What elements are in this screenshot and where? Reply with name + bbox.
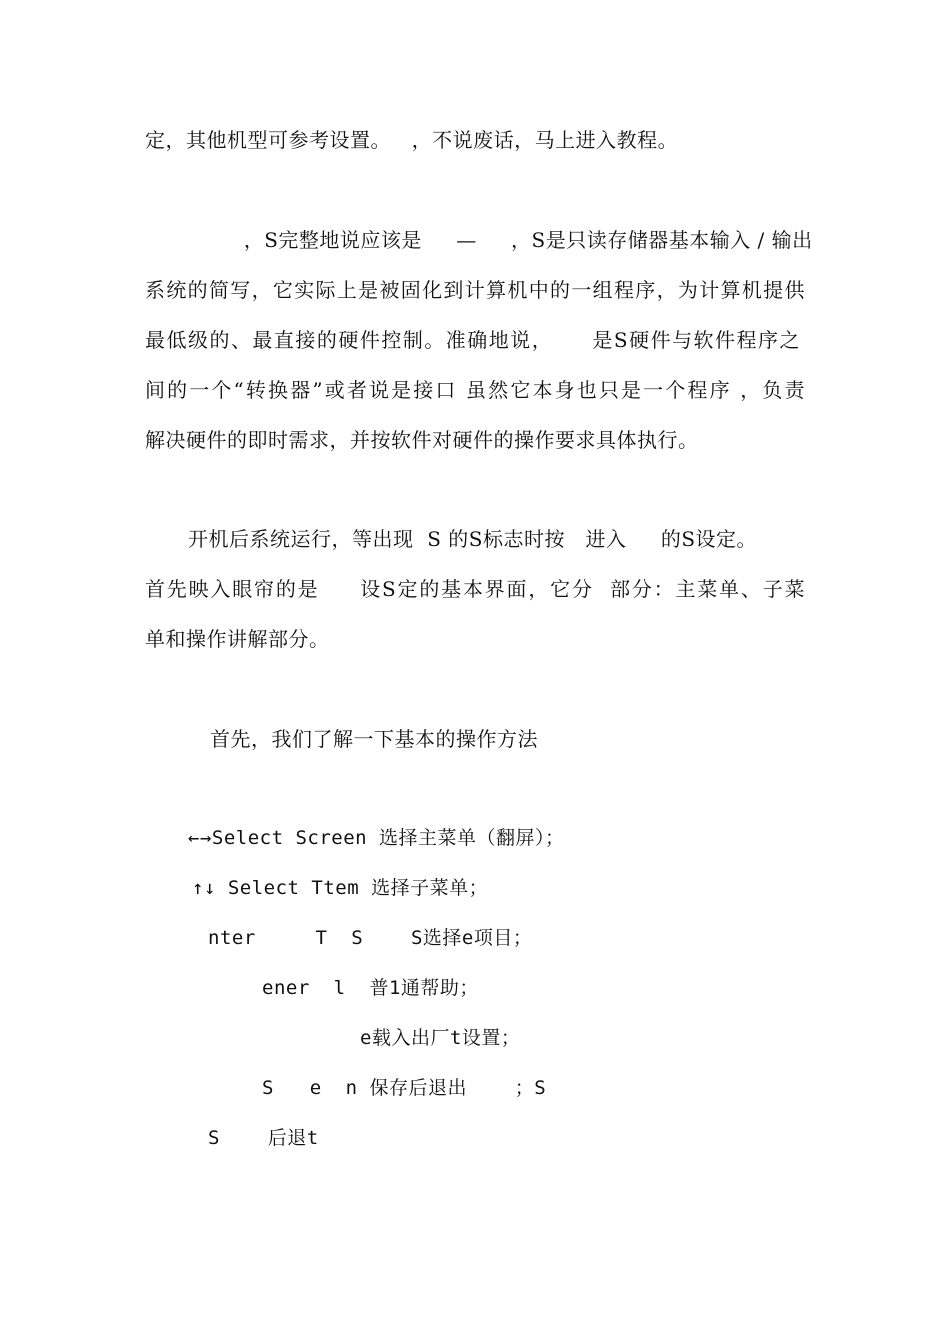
paragraph-line: 解决硬件的即时需求，并按软件对硬件的操作要求具体执行。 [145, 428, 699, 452]
paragraph-line: ，S完整地说应该是 — ，S是只读存储器基本输入 / 输出 [230, 228, 813, 252]
operation-line: ←→Select Screen 选择主菜单（翻屏）； [188, 827, 565, 849]
paragraph-line: 系统的简写，它实际上是被固化到计算机中的一组程序，为计算机提供 [145, 278, 805, 302]
paragraph-line: 定，其他机型可参考设置。 ，不说废话，马上进入教程。 [145, 128, 679, 152]
operation-line: nter T S S选择e项目； [208, 927, 533, 949]
operation-line: e载入出厂t设置； [360, 1027, 521, 1049]
operation-line: S e n 保存后退出 ；S [262, 1077, 547, 1099]
paragraph-line: 单和操作讲解部分。 [145, 627, 330, 651]
paragraph-line: 间的一个“转换器”或者说是接口 虽然它本身也只是一个程序 ，负责 [145, 378, 805, 402]
operation-line: ener l 普1通帮助； [262, 977, 479, 999]
section-heading: 首先，我们了解一下基本的操作方法 [210, 727, 538, 751]
paragraph-line: 首先映入眼帘的是 设S定的基本界面，它分 部分：主菜单、子菜 [145, 577, 805, 601]
paragraph-line: 最低级的、最直接的硬件控制。准确地说， 是S硬件与软件程序之 [145, 328, 800, 352]
operation-line: ↑↓ Select Ttem 选择子菜单； [192, 877, 489, 899]
paragraph-line: 开机后系统运行，等出现 S 的S标志时按 进入 的S设定。 [188, 527, 758, 551]
operation-line: S 后退t [208, 1127, 319, 1149]
